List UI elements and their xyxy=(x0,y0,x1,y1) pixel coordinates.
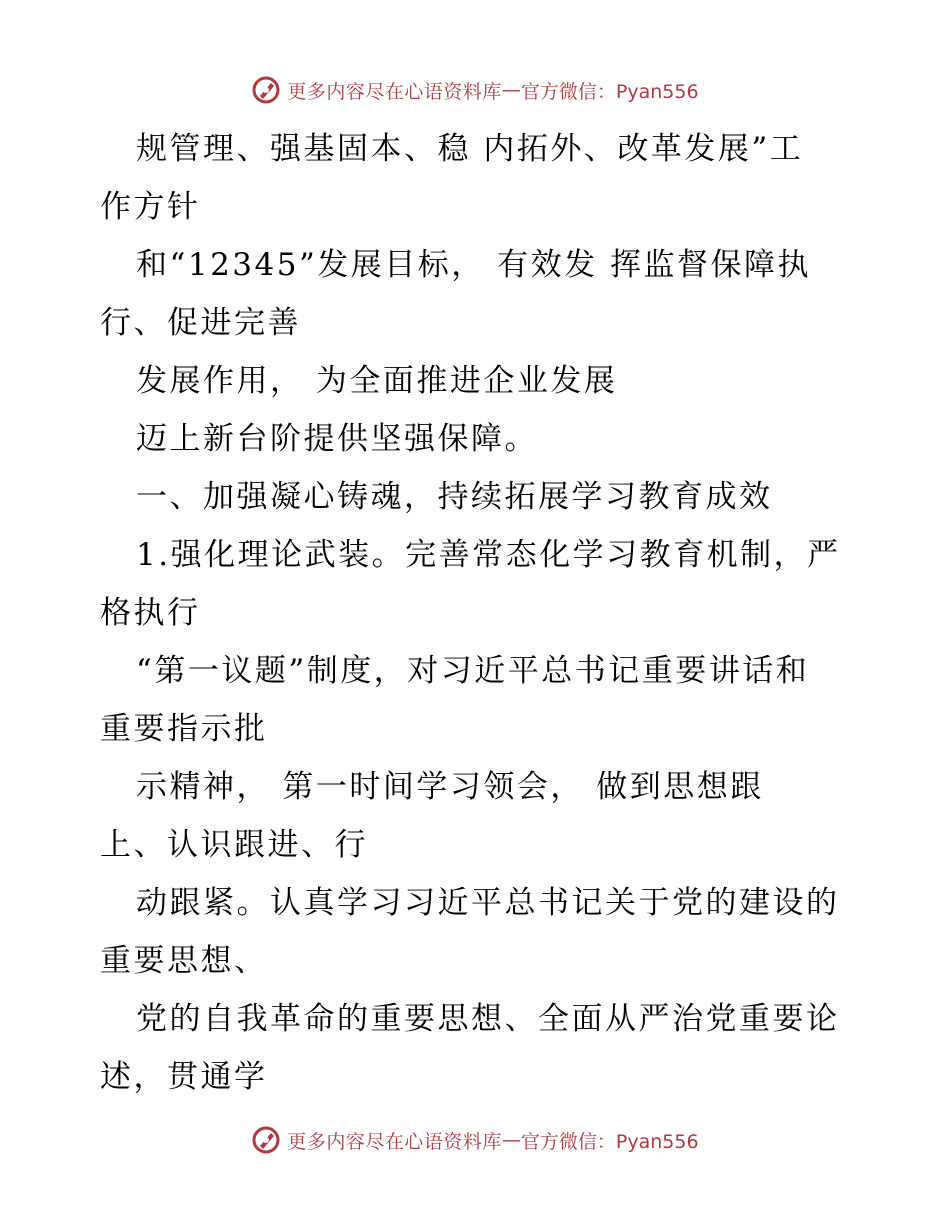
watermark-text: 更多内容尽在心语资料库 xyxy=(287,1130,502,1153)
text-line: 作方针 xyxy=(100,189,201,225)
text-line: 动跟紧。认真学习习近平总书记关于党的建设的 xyxy=(136,885,840,921)
text-line: 格执行 xyxy=(100,595,201,631)
text-line: 1.强化理论武装。完善常态化学习教育机制，严 xyxy=(136,537,841,573)
watermark-contact: 官方微信：Pyan556 xyxy=(520,1130,699,1153)
watermark-separator: — xyxy=(501,1129,521,1151)
section-heading: 一、加强凝心铸魂，持续拓展学习教育成效 xyxy=(136,479,773,515)
watermark-separator: — xyxy=(501,79,521,101)
text-line: 和“12345”发展目标， 有效发 挥监督保障执 xyxy=(136,247,812,283)
header-watermark xyxy=(0,70,950,110)
document-body xyxy=(100,120,860,1106)
watermark-text: 更多内容尽在心语资料库 xyxy=(287,80,502,103)
text-line: 示精神， 第一时间学习领会， 做到思想跟 xyxy=(136,769,764,805)
text-line: 规管理、强基固本、稳 内拓外、改革发展”工 xyxy=(136,131,804,167)
text-line: 行、促进完善 xyxy=(100,305,301,341)
text-line: “第一议题”制度，对习近平总书记重要讲话和 xyxy=(136,653,810,689)
footer-watermark xyxy=(0,1120,950,1160)
text-line: 述，贯通学 xyxy=(100,1059,268,1095)
text-line: 重要指示批 xyxy=(100,711,268,747)
text-line: 迈上新台阶提供坚强保障。 xyxy=(136,421,538,457)
text-line: 发展作用， 为全面推进企业发展 xyxy=(136,363,618,399)
pen-logo-icon xyxy=(251,1125,281,1155)
pen-logo-icon xyxy=(251,75,281,105)
text-line: 重要思想、 xyxy=(100,943,268,979)
text-line: 上、认识跟进、行 xyxy=(100,827,368,863)
watermark-contact: 官方微信：Pyan556 xyxy=(520,80,699,103)
text-line: 党的自我革命的重要思想、全面从严治党重要论 xyxy=(136,1001,840,1037)
